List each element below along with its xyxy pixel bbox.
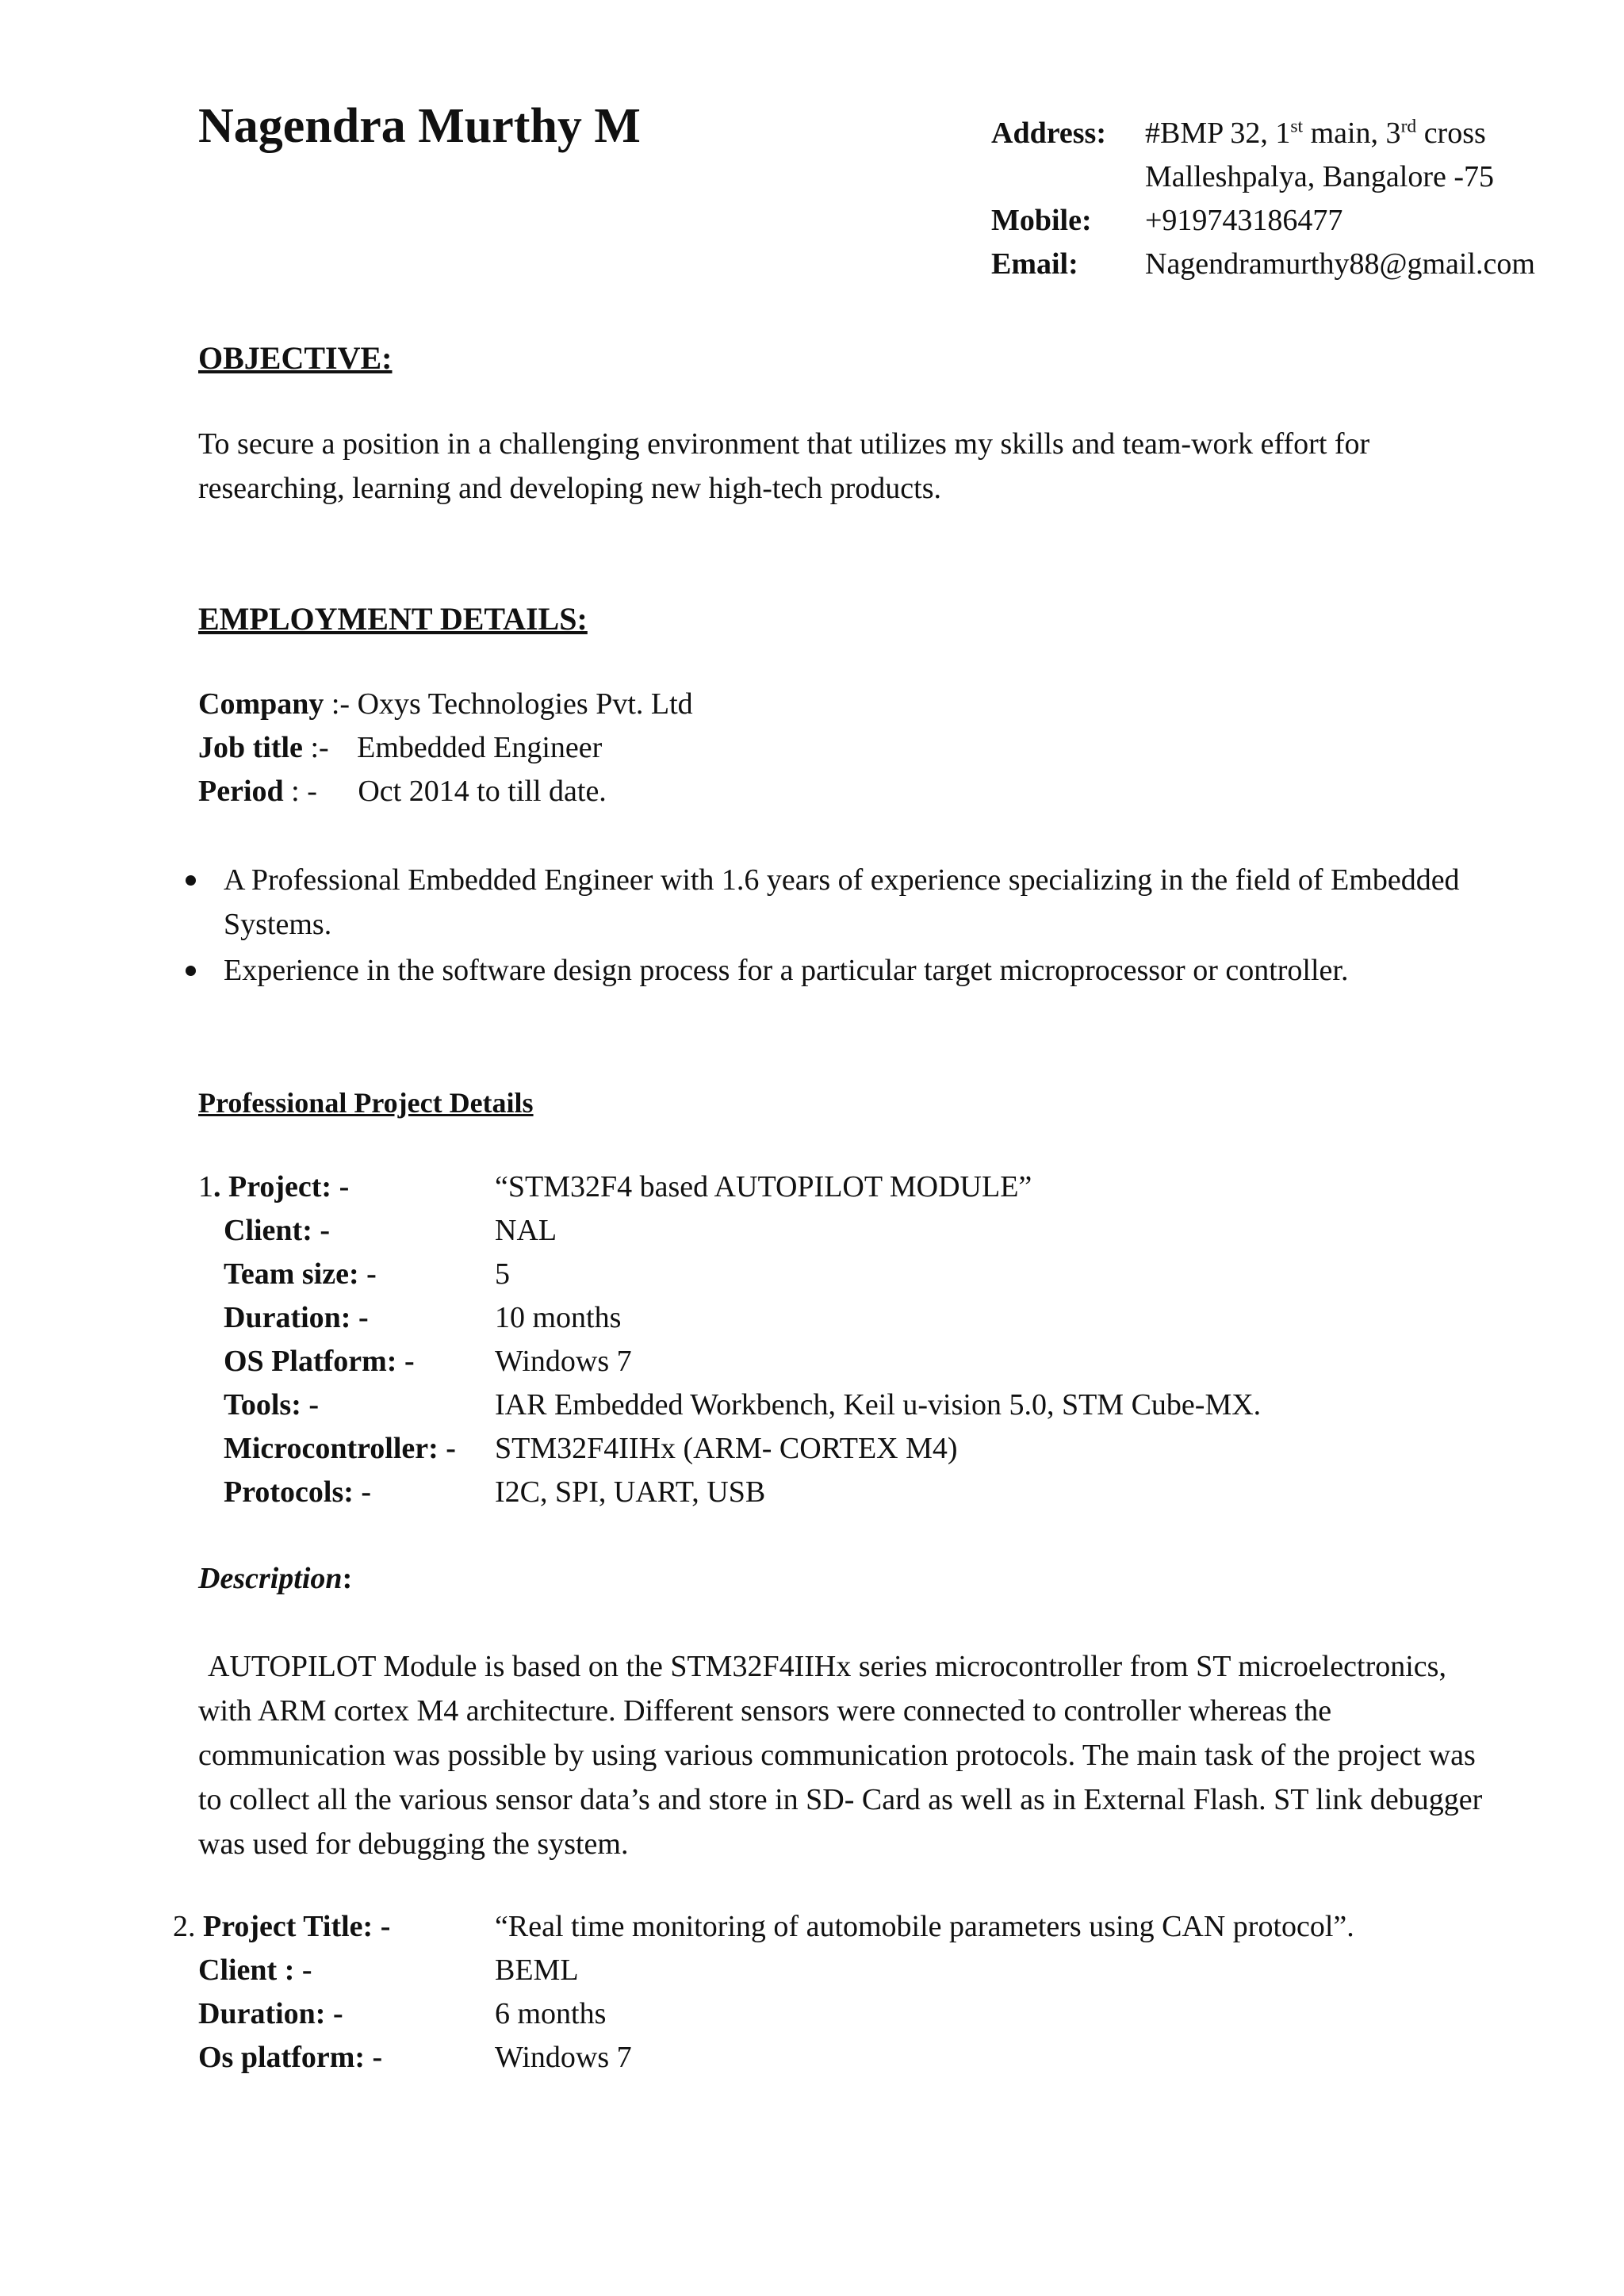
- project1-title-value: “STM32F4 based AUTOPILOT MODULE”: [495, 1170, 1032, 1203]
- experience-bullets: [181, 858, 1481, 994]
- objective-text: To secure a position in a challenging environment that utilizes my skills and team-work effort for researching, learning and developing new high-tech products.: [198, 427, 1370, 505]
- project1-duration-label: Duration: -: [224, 1301, 369, 1334]
- project1-os-value: Windows 7: [495, 1345, 632, 1378]
- project1-protocols-label: Protocols: -: [224, 1475, 372, 1509]
- project1-title-label: 1. Project: -: [198, 1170, 350, 1203]
- job-title-label: Job title: [198, 731, 303, 764]
- mobile-label: Mobile:: [991, 204, 1092, 237]
- bullet-icon: [186, 875, 196, 886]
- project1-tools-label: Tools: -: [224, 1388, 320, 1422]
- project1-mcu-label: Microcontroller: -: [224, 1432, 456, 1465]
- project1-tools-value: IAR Embedded Workbench, Keil u-vision 5.0, STM Cube-MX.: [495, 1388, 1262, 1422]
- project1-client-label: Client: -: [224, 1214, 331, 1247]
- email-address: Nagendramurthy88@gmail.com: [1145, 247, 1535, 281]
- address-line-1: #BMP 32, 1st main, 3rd cross: [1145, 116, 1486, 150]
- bullet-icon: [186, 966, 196, 976]
- email-label: Email:: [991, 247, 1078, 281]
- project1-protocols-value: I2C, SPI, UART, USB: [495, 1475, 766, 1509]
- project2-title-value: “Real time monitoring of automobile parameters using CAN protocol”.: [495, 1910, 1354, 1943]
- job-title-value: Embedded Engineer: [357, 731, 603, 764]
- company-label: Company: [198, 687, 324, 721]
- employment-heading: EMPLOYMENT DETAILS:: [198, 601, 588, 637]
- project2-os-label: Os platform: -: [198, 2041, 383, 2074]
- company-row: Company :- Oxys Technologies Pvt. Ltd: [198, 687, 693, 721]
- project2-client-label: Client : -: [198, 1954, 312, 1987]
- project1-description: AUTOPILOT Module is based on the STM32F4IIHx series microcontroller from ST microelectronics, with ARM cortex M4 architecture. Different sensors were connected to controller whereas the communication was possible by using various communication protocols. The main task of the project was to collect all the various sensor data’s and store in SD- Card as well as in External Flash. ST link debugger was used for debugging the system.: [198, 1650, 1483, 1861]
- list-item: A Professional Embedded Engineer with 1.6 years of experience specializing in the field of Embedded Systems.: [181, 858, 1481, 947]
- period-label: Period: [198, 775, 284, 808]
- project1-team-value: 5: [495, 1257, 510, 1291]
- job-title-row: Job title :- Embedded Engineer: [198, 731, 603, 764]
- projects-heading: Professional Project Details: [198, 1087, 534, 1119]
- project2-duration-label: Duration: -: [198, 1997, 343, 2030]
- project1-os-label: OS Platform: -: [224, 1345, 415, 1378]
- project2-title-label: 2. Project Title: -: [173, 1910, 391, 1943]
- objective-heading: OBJECTIVE:: [198, 340, 393, 376]
- project2-client-value: BEML: [495, 1954, 579, 1987]
- address-label: Address:: [991, 117, 1106, 150]
- project1-team-label: Team size: -: [224, 1257, 377, 1291]
- company-value: Oxys Technologies Pvt. Ltd: [357, 687, 693, 721]
- project1-mcu-value: STM32F4IIHx (ARM- CORTEX M4): [495, 1432, 958, 1465]
- period-row: Period : - Oct 2014 to till date.: [198, 775, 607, 808]
- project1-description-heading: Description:: [198, 1562, 353, 1595]
- candidate-name: Nagendra Murthy M: [198, 99, 641, 153]
- project1-duration-value: 10 months: [495, 1301, 622, 1334]
- project1-client-value: NAL: [495, 1214, 557, 1247]
- list-item: Experience in the software design process for a particular target microprocessor or controller.: [181, 948, 1481, 993]
- project2-duration-value: 6 months: [495, 1997, 607, 2030]
- address-line-2: Malleshpalya, Bangalore -75: [1145, 160, 1495, 193]
- mobile-number: +919743186477: [1145, 204, 1343, 237]
- period-value: Oct 2014 to till date.: [358, 775, 607, 808]
- project2-os-value: Windows 7: [495, 2041, 632, 2074]
